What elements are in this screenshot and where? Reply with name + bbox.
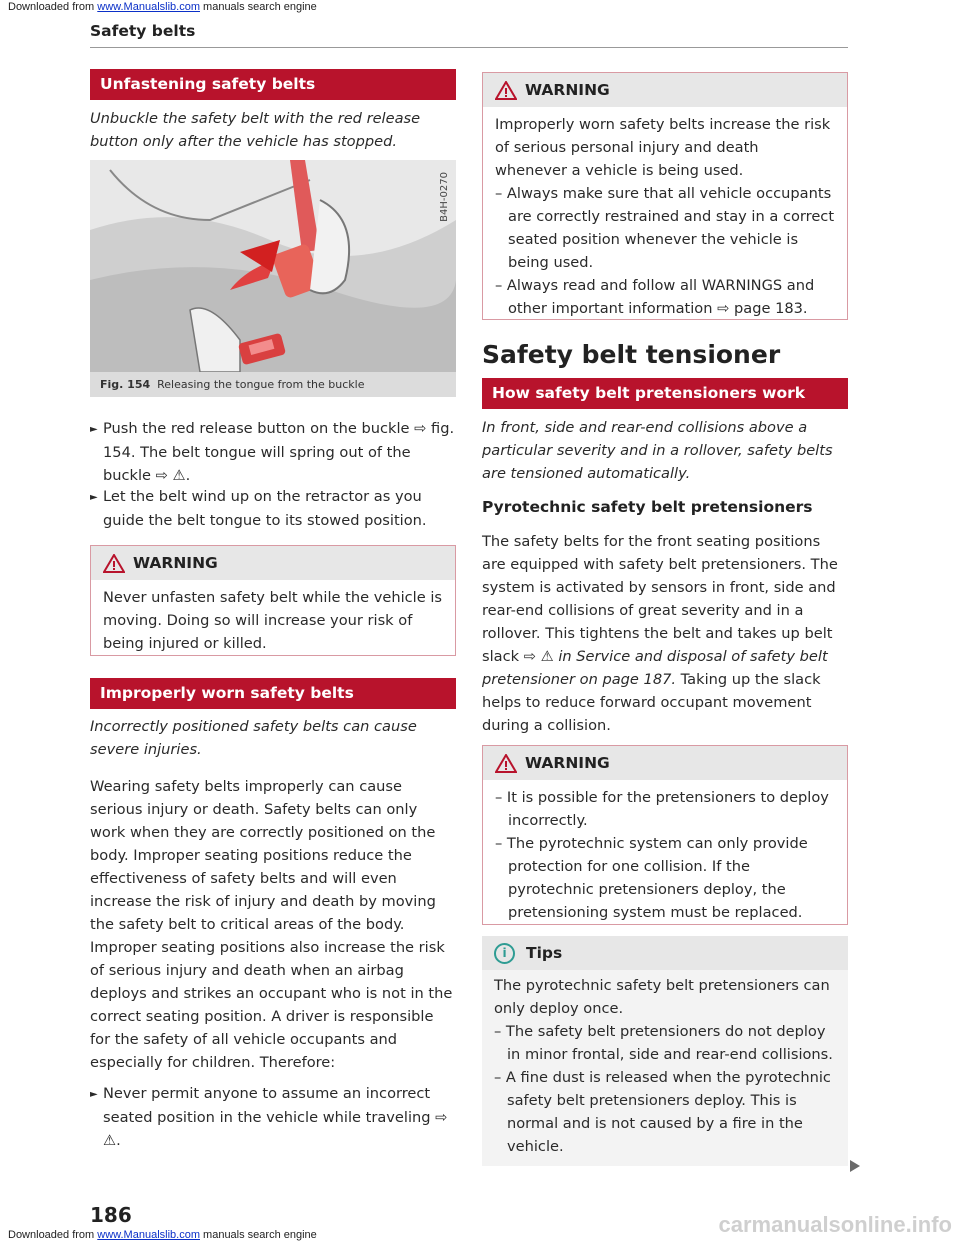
figure-154	[90, 160, 456, 397]
warning-box-unfasten	[90, 545, 456, 656]
bullet-text: Let the belt wind up on the retractor as you guide the belt tongue to its stowed position.	[103, 488, 427, 529]
bullet-push-release	[90, 417, 456, 487]
pyro-body-ref: in Service and disposal of safety belt pretensioner on page 187.	[482, 648, 828, 688]
warning-triangle-icon	[495, 754, 517, 773]
figure-caption	[90, 372, 456, 397]
warning-title: WARNING	[525, 81, 610, 99]
page-number: 186	[90, 1203, 132, 1227]
bullet-text: Push the red release button on the buckle ⇨ fig. 154. The belt tongue will spring out of the buckle ⇨ ⚠.	[103, 420, 455, 484]
warning-body	[483, 107, 847, 328]
warning-header	[483, 746, 847, 780]
tips-item: – A fine dust is released when the pyrotechnic safety belt pretensioners deploy. This is normal and is not caused by a fire in the vehicle.	[494, 1069, 831, 1155]
pyro-body-part-b: Taking up the slack helps to reduce forward occupant movement during a collision.	[482, 671, 821, 734]
tips-title: Tips	[526, 944, 563, 962]
unfastening-heading-bar: Unfastening safety belts	[90, 69, 456, 100]
bullet-text: Never permit anyone to assume an incorrect seated position in the vehicle while traveling ⇨ ⚠.	[103, 1085, 448, 1149]
banner-prefix: Downloaded from	[8, 1, 98, 13]
download-banner-top	[0, 0, 960, 14]
warning-item: – Always read and follow all WARNINGS and other important information ⇨ page 183.	[495, 277, 815, 317]
download-banner-bottom	[0, 1228, 960, 1242]
figure-caption-text: Releasing the tongue from the buckle	[157, 378, 365, 391]
bullet-wind-belt	[90, 485, 456, 532]
tips-intro: The pyrotechnic safety belt pretensioners can only deploy once.	[494, 977, 830, 1017]
warning-item: – It is possible for the pretensioners to deploy incorrectly.	[495, 789, 829, 829]
warning-title: WARNING	[525, 754, 610, 772]
bullet-triangle-icon: ►	[90, 492, 98, 503]
tensioner-title: Safety belt tensioner	[482, 340, 781, 369]
continue-arrow-icon	[850, 1160, 860, 1172]
buckle-illustration	[90, 160, 456, 372]
improper-intro: Incorrectly positioned safety belts can cause severe injuries.	[90, 718, 417, 758]
warning-header	[91, 546, 455, 580]
warning-intro: Improperly worn safety belts increase the risk of serious personal injury and death whenever a vehicle is being used.	[495, 116, 831, 179]
info-icon: i	[494, 943, 515, 964]
warning-item: – Always make sure that all vehicle occupants are correctly restrained and stay in a correct seated position whenever the vehicle is being used.	[495, 185, 835, 271]
warning-triangle-icon	[495, 81, 517, 100]
watermark: carmanualsonline.info	[718, 1212, 952, 1237]
tips-box	[482, 936, 848, 1182]
pyro-body-part-a: The safety belts for the front seating positions are equipped with safety belt pretensioners. The system is activated by sensors in front, side and rear-end collisions of great severity and in a rollover. This tightens the belt and takes up belt slack ⇨ ⚠	[482, 533, 838, 665]
pyro-heading: Pyrotechnic safety belt pretensioners	[482, 498, 813, 516]
pyro-body	[482, 530, 848, 737]
header-divider	[90, 47, 848, 48]
bullet-never-permit	[90, 1082, 456, 1152]
figure-label: Fig. 154	[100, 378, 151, 391]
unfastening-intro: Unbuckle the safety belt with the red release button only after the vehicle has stopped.	[90, 110, 421, 150]
section-title: Safety belts	[90, 22, 196, 40]
figure-code: B4H-0270	[439, 172, 450, 222]
warning-body	[483, 780, 847, 932]
banner-prefix: Downloaded from	[8, 1229, 98, 1241]
banner-suffix: manuals search engine	[199, 1229, 317, 1241]
improper-body: Wearing safety belts improperly can cause serious injury or death. Safety belts can only work when they are correctly positioned on the body. Improper seating positions reduce the effectiveness of safety belts and will even increase the risk of injury and death by moving the safety belt to critical areas of the body. Improper seating positions also increase the risk of serious injury and death when an airbag deploys and strikes an occupant who is not in the correct seating position. A driver is responsible for the safety of all vehicle occupants and especially for children. Therefore:	[90, 778, 453, 1071]
tips-item: – The safety belt pretensioners do not deploy in minor frontal, side and rear-end collisions.	[494, 1023, 833, 1063]
bullet-triangle-icon: ►	[90, 1089, 98, 1100]
warning-header	[483, 73, 847, 107]
banner-suffix: manuals search engine	[199, 1, 317, 13]
warning-box-pretensioner	[482, 745, 848, 925]
tips-body	[482, 970, 848, 1166]
tensioner-heading-bar: How safety belt pretensioners work	[482, 378, 848, 409]
manualslib-link[interactable]: www.Manualslib.com	[97, 1229, 200, 1241]
tensioner-intro: In front, side and rear-end collisions above a particular severity and in a rollover, safety belts are tensioned automatically.	[482, 419, 833, 482]
warning-triangle-icon	[103, 554, 125, 573]
warning-text: Never unfasten safety belt while the vehicle is moving. Doing so will increase your risk of being injured or killed.	[103, 589, 443, 652]
manualslib-link[interactable]: www.Manualslib.com	[97, 1, 200, 13]
improper-heading-bar: Improperly worn safety belts	[90, 678, 456, 709]
warning-box-improper	[482, 72, 848, 320]
bullet-triangle-icon: ►	[90, 424, 98, 435]
tips-header	[482, 936, 848, 970]
warning-title: WARNING	[133, 554, 218, 572]
warning-item: – The pyrotechnic system can only provide protection for one collision. If the pyrotechnic pretensioners deploy, the pretensioning system must be replaced.	[495, 835, 808, 921]
